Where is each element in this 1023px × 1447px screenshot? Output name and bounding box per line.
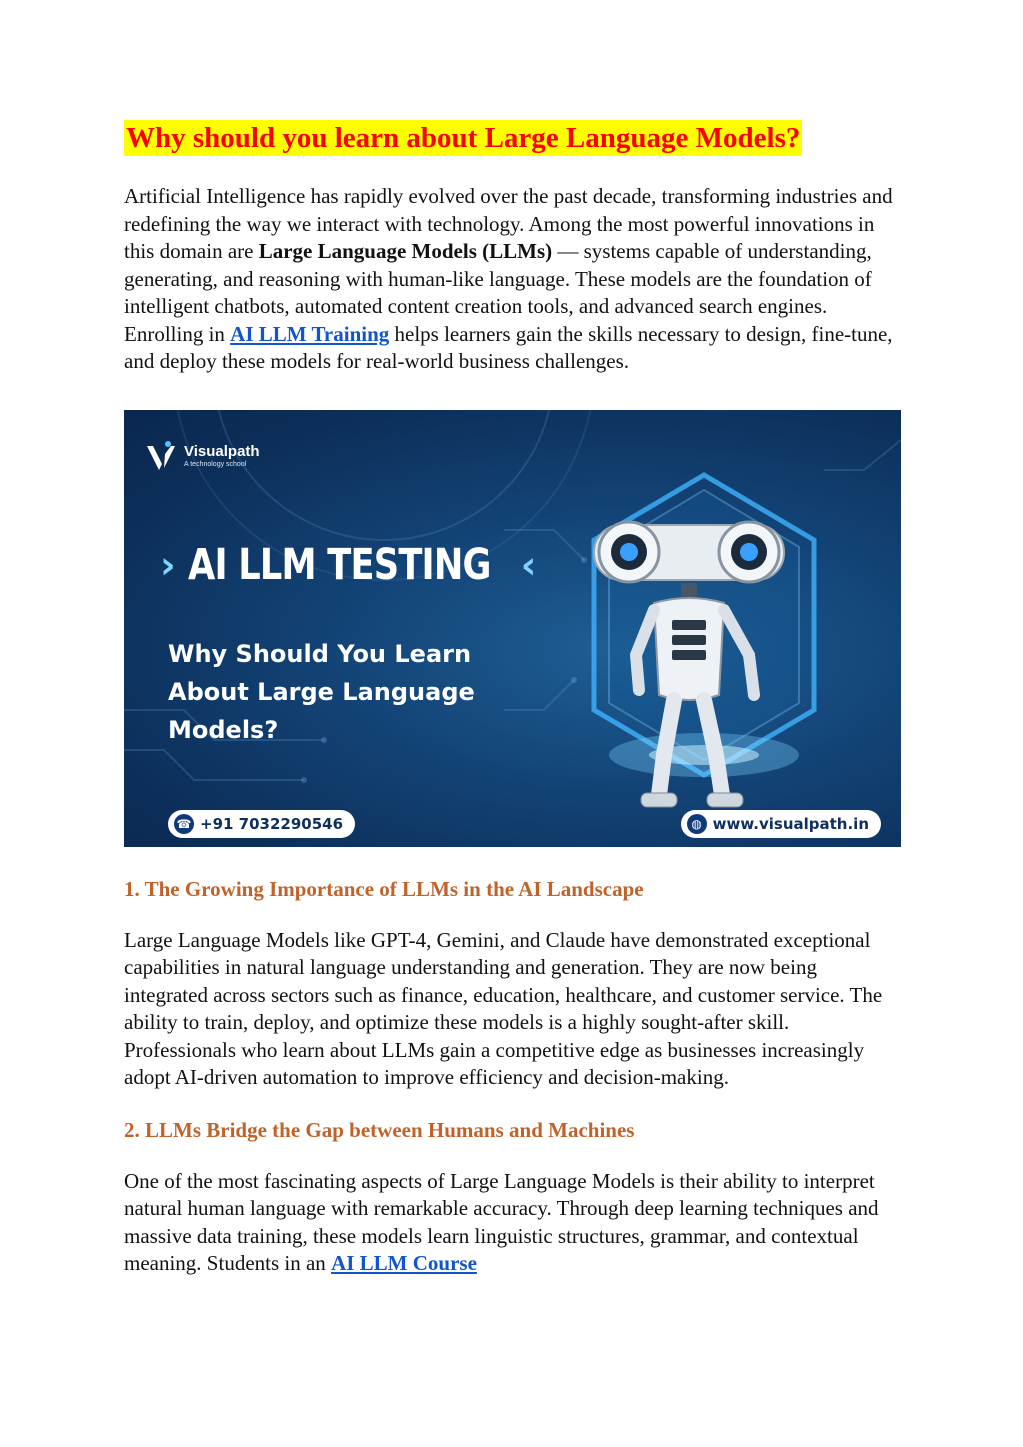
intro-text-3: helps learners gain the skills necessary to design, fine-tune, and deploy these models for real-world business challenges. <box>124 321 893 373</box>
section1-heading: 1. The Growing Importance of LLMs in the AI Landscape <box>124 876 644 901</box>
banner-headline-text: AI LLM TESTING <box>187 539 491 590</box>
section1-paragraph: Large Language Models like GPT-4, Gemini, and Claude have demonstrated exceptional capabilities in natural language understanding and generation. They are now being integrated across sectors such as finance, education, healthcare, and customer service. The ability to train, deploy, and optimize these models is a highly sought-after skill. Professionals who learn about LLMs gain a competitive edge as businesses increasingly adopt AI-driven automation to improve efficiency and decision-making. <box>124 927 883 1089</box>
phone-icon: ☎ <box>174 814 194 834</box>
ai-llm-course-link[interactable]: AI LLM Course <box>331 1251 477 1275</box>
robot-illustration <box>544 495 834 825</box>
article <box>124 120 904 1278</box>
page-title: Why should you learn about Large Language Models? <box>126 122 801 154</box>
ai-llm-training-link[interactable]: AI LLM Training <box>230 321 390 346</box>
banner-headline <box>160 540 536 590</box>
phone-number: +91 7032290546 <box>200 814 344 833</box>
website-pill <box>681 810 881 838</box>
phone-pill <box>168 810 355 838</box>
section2-text: One of the most fascinating aspects of Large Language Models is their ability to interpret natural human language with remarkable accuracy. Through deep learning techniques and massive data training, these models learn linguistic structures, grammar, and contextual meaning. Students in an <box>124 1168 879 1275</box>
intro-bold-term: Large Language Models (LLMs) <box>258 239 553 263</box>
intro-paragraph <box>124 183 904 376</box>
section2-paragraph <box>124 1168 904 1278</box>
brand-tagline: A technology school <box>184 461 247 468</box>
visualpath-logo <box>144 440 260 474</box>
banner-image <box>124 410 901 847</box>
visualpath-v-icon <box>144 440 178 474</box>
section2-heading: 2. LLMs Bridge the Gap between Humans and Machines <box>124 1117 635 1142</box>
globe-icon: ◍ <box>687 814 707 834</box>
chevron-left-icon: ‹ <box>520 542 537 587</box>
brand-name: Visualpath <box>184 443 260 460</box>
intro-text-1: Artificial Intelligence has rapidly evolved over the past decade, transforming industries and redefining the way we interact with technology. Among the most powerful innovations in this domain are <box>124 184 893 263</box>
intro-text-2: — systems capable of understanding, generating, and reasoning with human-like language. These models are the foundation of intelligent chatbots, automated content creation tools, and advanced search engines. Enrolling in <box>124 239 872 346</box>
website-url: www.visualpath.in <box>712 814 869 833</box>
chevron-right-icon: › <box>160 542 176 587</box>
banner-subhead: Why Should You Learn About Large Language Models? <box>168 639 475 744</box>
